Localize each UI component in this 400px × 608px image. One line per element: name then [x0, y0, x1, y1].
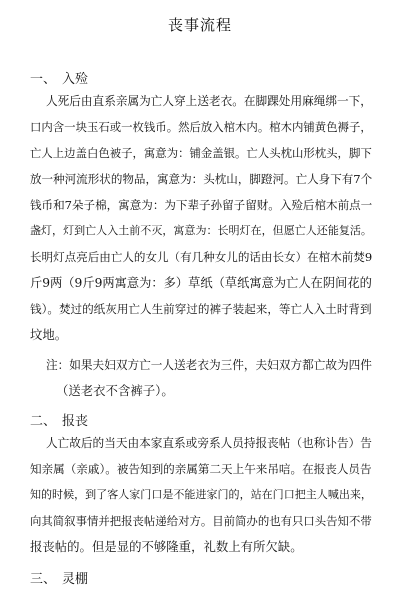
section-heading-1 [30, 68, 88, 87]
section-number: 二、 [30, 414, 57, 429]
section-heading-3 [30, 568, 88, 587]
paragraph-line: 斤9两（9斤9两寓意为：多）草纸（草纸寓意为亡人在阴间花的 [30, 276, 372, 290]
paragraph-line: 知亲属（亲戚）。被告知到的亲属第二天上午来吊唁。在报丧人员告 [30, 462, 372, 476]
section-heading-2 [30, 410, 88, 429]
paragraph-line: 向其简叙事情并把报丧帖递给对方。目前简办的也有只口头告知不带 [30, 514, 372, 528]
paragraph-line: 亡人上边盖白色被子，寓意为：铺金盖银。亡人头枕山形枕头，脚下 [30, 146, 372, 160]
paragraph-line: 人亡故后的当天由本家直系或旁系人员持报丧帖（也称讣告）告 [46, 436, 372, 450]
paragraph-line: 报丧帖的。但是显的不够隆重，礼数上有所欠缺。 [30, 539, 303, 554]
note-line: （送老衣不含裤子）。 [56, 383, 174, 398]
paragraph-line: 人死后由直系亲属为亡人穿上送老衣。在脚踝处用麻绳绑一下， [46, 94, 372, 108]
section-title: 灵棚 [62, 572, 89, 587]
paragraph-line: 知的时候，到了客人家门口是不能进家门的，站在门口把主人喊出来， [30, 488, 372, 501]
paragraph-line: 放一种河流形状的物品，寓意为：头枕山，脚蹬河。亡人身下有7个 [30, 172, 373, 186]
paragraph-line: 钱）。焚过的纸灰用亡人生前穿过的裤子装起来，等亡人入土时背到 [30, 302, 372, 316]
paragraph-line: 长明灯点亮后由亡人的女儿（有几种女儿的话由长女）在棺木前焚9 [30, 250, 373, 264]
section-number: 一、 [30, 72, 57, 87]
paragraph-line: 口内含一块玉石或一枚钱币。然后放入棺木内。棺木内铺黄色褥子， [30, 120, 372, 134]
section-number: 三、 [30, 572, 57, 587]
paragraph-line: 钱币和7朵子棉，寓意为：为下辈子孙留子留财。入殓后棺木前点一 [30, 198, 373, 212]
section-title: 报丧 [62, 414, 89, 429]
page-title: 丧事流程 [167, 16, 232, 34]
paragraph-line: 坟地。 [30, 327, 68, 342]
section-title: 入殓 [62, 72, 89, 87]
note-line: 注：如果夫妇双方亡一人送老衣为三件，夫妇双方都亡故为四件 [46, 358, 372, 372]
paragraph-line: 盏灯，灯到亡人入土前不灭，寓意为：长明灯在，但愿亡人还能复活。 [30, 224, 372, 237]
